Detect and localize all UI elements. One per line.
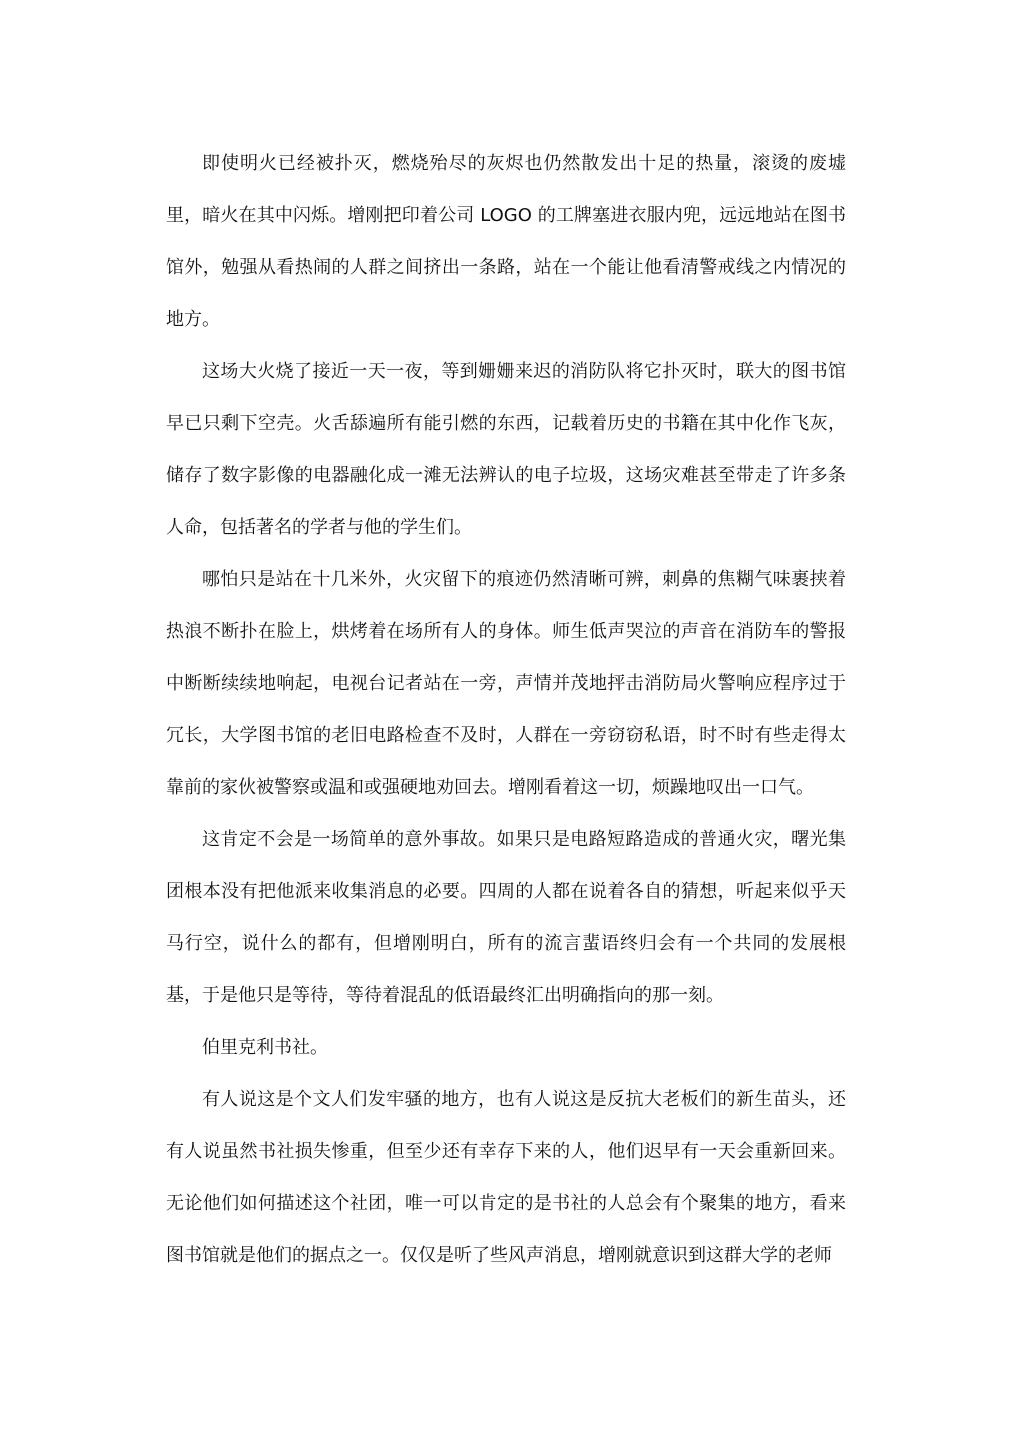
paragraph-3: 哪怕只是站在十几米外，火灾留下的痕迹仍然清晰可辨，刺鼻的焦糊气味裹挟着热浪不断扑在脸上，烘烤着在场所有人的身体。师生低声哭泣的声音在消防车的警报中断断续续地响起，电视台记者站在一旁，声情并茂地抨击消防局火警响应程序过于冗长，大学图书馆的老旧电路检查不及时，人群在一旁窃窃私语，时不时有些走得太靠前的家伙被警察或温和或强硬地劝回去。增刚看着这一切，烦躁地叹出一口气。	[166, 569, 846, 798]
paragraph-5: 伯里克利书社。	[202, 1037, 328, 1058]
paragraph-1: 即使明火已经被扑灭，燃烧殆尽的灰烬也仍然散发出十足的热量，滚烫的废墟里，暗火在其中闪烁。增刚把印着公司 LOGO 的工牌塞进衣服内兜，远远地站在图书馆外，勉强从看热闹的人群之间挤出一条路，站在一个能让他看清警戒线之内情况的地方。	[166, 153, 846, 330]
paragraph-2: 这场大火烧了接近一天一夜，等到姗姗来迟的消防队将它扑灭时，联大的图书馆早已只剩下空壳。火舌舔遍所有能引燃的东西，记载着历史的书籍在其中化作飞灰，储存了数字影像的电器融化成一滩无法辨认的电子垃圾，这场灾难甚至带走了许多条人命，包括著名的学者与他的学生们。	[166, 361, 846, 538]
article-body	[166, 138, 846, 1282]
paragraph-4: 这肯定不会是一场简单的意外事故。如果只是电路短路造成的普通火灾，曙光集团根本没有把他派来收集消息的必要。四周的人都在说着各自的猜想，听起来似乎天马行空，说什么的都有，但增刚明白，所有的流言蜚语终归会有一个共同的发展根基，于是他只是等待，等待着混乱的低语最终汇出明确指向的那一刻。	[166, 829, 846, 1006]
paragraph-6: 有人说这是个文人们发牢骚的地方，也有人说这是反抗大老板们的新生苗头，还有人说虽然书社损失惨重，但至少还有幸存下来的人，他们迟早有一天会重新回来。无论他们如何描述这个社团，唯一可以肯定的是书社的人总会有个聚集的地方，看来图书馆就是他们的据点之一。仅仅是听了些风声消息，增刚就意识到这群大学的老师	[166, 1089, 846, 1266]
